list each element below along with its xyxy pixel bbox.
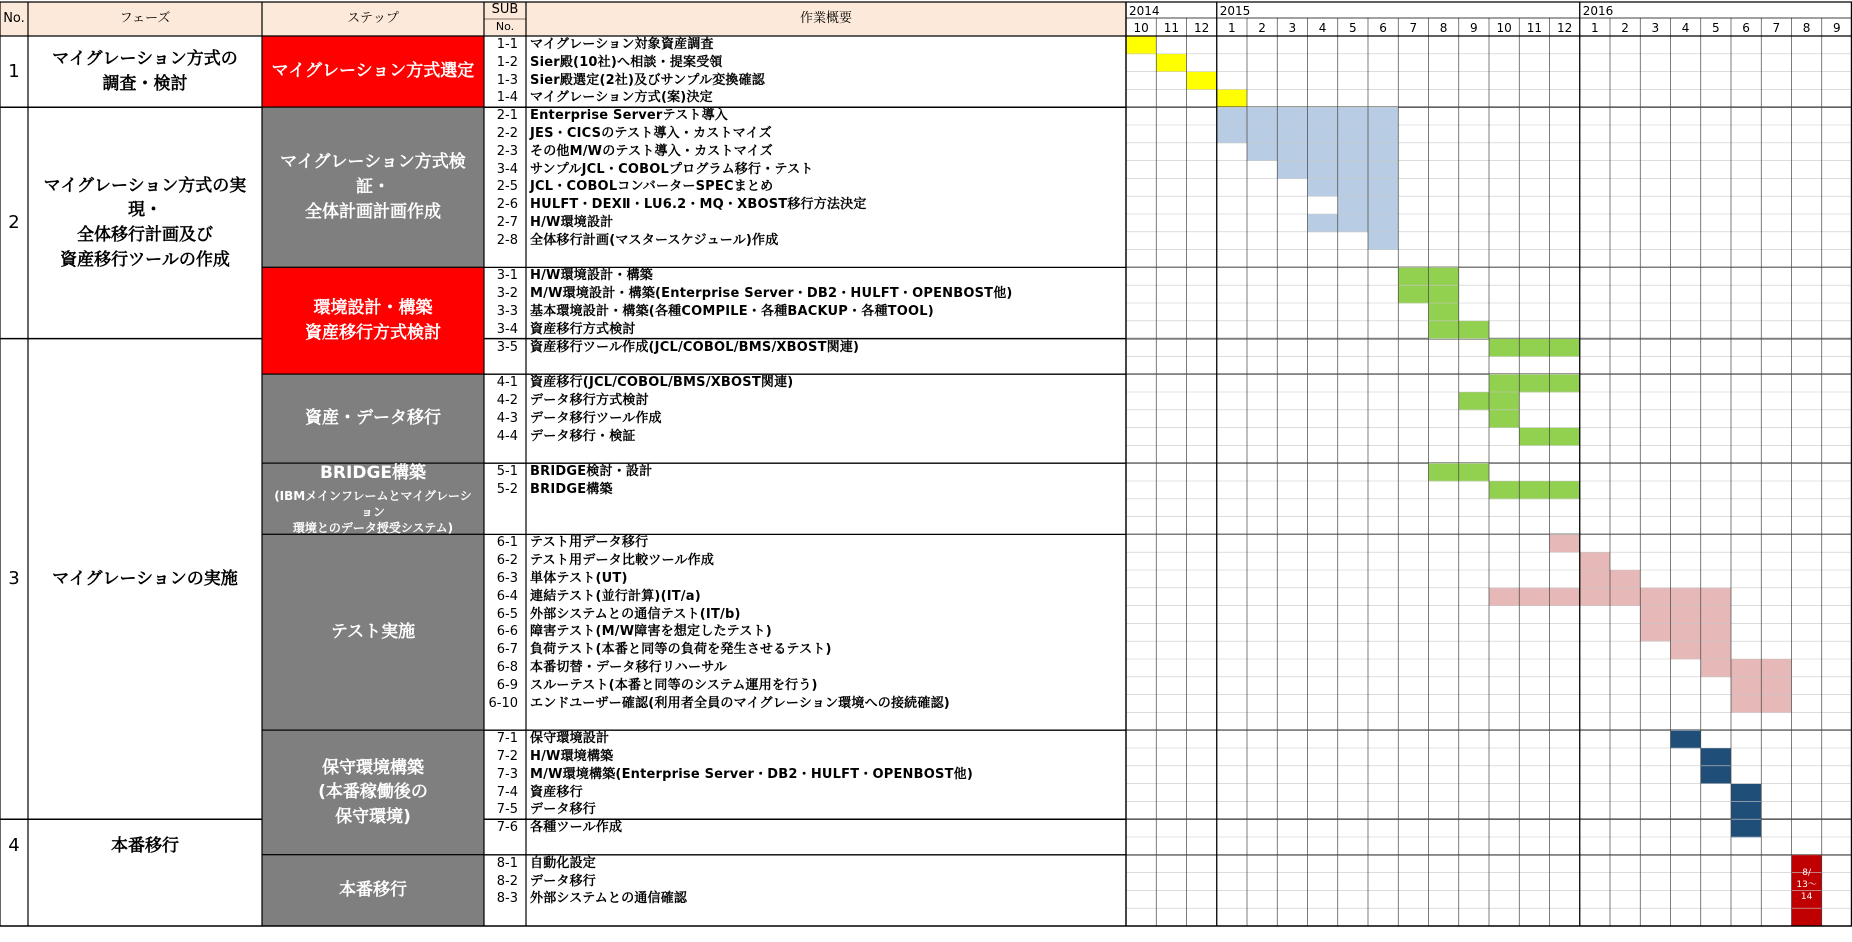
step-title: 資産・データ移行 xyxy=(305,408,441,429)
task-text: データ移行・検証 xyxy=(530,428,636,444)
task-text: 連結テスト(並行計算)(IT/a) xyxy=(530,588,701,604)
task-sub-no: 1-4 xyxy=(496,90,518,106)
task-sub-no: 2-7 xyxy=(496,215,518,230)
month-label: 12 xyxy=(1556,21,1573,35)
task-text: 資産移行方式検討 xyxy=(530,321,636,337)
task-text: M/W環境設計・構築(Enterprise Server・DB2・HULFT・OPENBOST他) xyxy=(530,286,1013,302)
month-label: 11 xyxy=(1526,21,1543,35)
month-label: 6 xyxy=(1742,21,1750,35)
task-text: JES・CICSのテスト導入・カストマイズ xyxy=(530,126,772,141)
task-sub-no: 4-4 xyxy=(496,428,518,444)
task-sub-no: 6-3 xyxy=(496,571,518,586)
task-text: 負荷テスト(本番と同等の負荷を発生させるテスト) xyxy=(530,642,832,658)
step-name xyxy=(262,374,484,463)
task-sub-no: 6-10 xyxy=(488,695,518,711)
task-sub-no: 6-8 xyxy=(496,660,518,675)
task-text: 各種ツール作成 xyxy=(530,820,623,836)
month-label: 10 xyxy=(1496,21,1512,35)
task-text: 自動化設定 xyxy=(530,855,597,871)
task-text: データ移行 xyxy=(530,802,597,818)
task-text: H/W環境設計 xyxy=(530,215,614,230)
task-text: 基本環境設計・構築(各種COMPILE・各種BACKUP・各種TOOL) xyxy=(530,304,934,319)
month-label: 4 xyxy=(1318,21,1327,35)
task-sub-no: 2-8 xyxy=(496,232,518,248)
task-text: スルーテスト(本番と同等のシステム運用を行う) xyxy=(530,677,818,693)
header-sub-2: No. xyxy=(495,20,515,34)
step-subtitle: (IBMメインフレームとマイグレーション 環境とのデータ授受システム) xyxy=(274,488,472,536)
task-sub-no: 8-2 xyxy=(496,873,518,889)
task-sub-no: 1-2 xyxy=(496,54,518,70)
task-sub-no: 7-2 xyxy=(496,749,518,764)
task-sub-no: 3-3 xyxy=(496,304,518,319)
step-name xyxy=(262,534,484,730)
step-name xyxy=(262,107,484,267)
task-text: 単体テスト(UT) xyxy=(530,571,628,586)
month-label: 2 xyxy=(1258,21,1266,35)
go-live-date-label: 8/ 13～ 14 xyxy=(1796,867,1817,902)
month-label: 1 xyxy=(1591,21,1599,35)
month-label: 4 xyxy=(1681,21,1690,35)
header-summary: 作業概要 xyxy=(799,10,852,26)
task-sub-no: 4-1 xyxy=(496,375,518,391)
month-label: 5 xyxy=(1349,21,1357,35)
task-text: Sier殿選定(2社)及びサンプル変換確認 xyxy=(530,72,766,88)
phase-number: 4 xyxy=(8,835,20,857)
phase-number: 3 xyxy=(8,568,20,590)
task-sub-no: 3-4 xyxy=(496,161,518,177)
task-sub-no: 6-5 xyxy=(496,606,518,622)
task-text: 資産移行ツール作成(JCL/COBOL/BMS/XBOST関連) xyxy=(530,339,860,355)
year-label: 2016 xyxy=(1582,4,1614,18)
month-label: 8 xyxy=(1439,21,1448,35)
step-title: マイグレーション方式検証・ 全体計画計画作成 xyxy=(280,152,466,222)
task-sub-no: 5-1 xyxy=(496,464,518,480)
step-name xyxy=(262,730,484,855)
task-sub-no: 1-1 xyxy=(496,37,518,52)
header-sub-1: SUB xyxy=(491,2,519,18)
task-text: H/W環境設計・構築 xyxy=(530,268,653,284)
task-text: データ移行 xyxy=(530,873,597,889)
header-phase: フェーズ xyxy=(119,10,171,26)
task-sub-no: 7-4 xyxy=(496,784,518,800)
step-name xyxy=(262,855,484,926)
month-label: 6 xyxy=(1379,21,1387,35)
task-text: 全体移行計画(マスタースケジュール)作成 xyxy=(530,232,779,248)
task-text: データ移行方式検討 xyxy=(530,393,649,408)
task-text: その他M/Wのテスト導入・カストマイズ xyxy=(530,143,773,159)
task-text: Sier殿(10社)へ相談・提案受領 xyxy=(530,54,723,70)
step-title: 本番移行 xyxy=(339,880,407,901)
task-text: 本番切替・データ移行リハーサル xyxy=(530,660,727,675)
task-sub-no: 3-2 xyxy=(496,286,518,302)
month-label: 9 xyxy=(1470,21,1478,35)
task-sub-no: 6-2 xyxy=(496,553,518,569)
task-sub-no: 2-3 xyxy=(496,143,518,159)
task-text: 資産移行(JCL/COBOL/BMS/XBOST関連) xyxy=(530,375,794,391)
task-text: 外部システムとの通信確認 xyxy=(530,891,688,907)
month-label: 7 xyxy=(1772,21,1781,35)
task-text: マイグレーション方式(案)決定 xyxy=(530,90,713,106)
month-label: 3 xyxy=(1288,21,1297,35)
task-sub-no: 6-4 xyxy=(496,588,518,604)
task-text: 外部システムとの通信テスト(IT/b) xyxy=(530,606,741,622)
task-sub-no: 2-6 xyxy=(496,197,518,213)
task-text: 保守環境設計 xyxy=(530,731,610,747)
header-no: No. xyxy=(3,10,25,26)
task-text: BRIDGE検討・設計 xyxy=(530,464,653,480)
phase-name: マイグレーション方式の 調査・検討 xyxy=(52,48,238,94)
task-sub-no: 6-6 xyxy=(496,624,518,640)
task-text: Enterprise Serverテスト導入 xyxy=(530,108,729,124)
task-sub-no: 3-5 xyxy=(496,339,518,355)
month-label: 3 xyxy=(1651,21,1660,35)
phase-name: マイグレーション方式の実現・ 全体移行計画及び 資産移行ツールの作成 xyxy=(43,175,247,270)
year-label: 2014 xyxy=(1129,4,1160,18)
phase-name: マイグレーションの実施 xyxy=(52,568,238,589)
year-label: 2015 xyxy=(1219,4,1251,18)
task-text: サンプルJCL・COBOLプログラム移行・テスト xyxy=(530,161,814,177)
phase-name: 本番移行 xyxy=(111,835,179,856)
task-sub-no: 2-2 xyxy=(496,126,518,141)
month-label: 2 xyxy=(1621,21,1629,35)
task-sub-no: 7-1 xyxy=(496,731,518,747)
task-text: H/W環境構築 xyxy=(530,749,614,764)
task-sub-no: 2-1 xyxy=(496,108,518,124)
task-sub-no: 6-1 xyxy=(496,535,518,551)
task-text: 障害テスト(M/W障害を想定したテスト) xyxy=(530,624,772,640)
step-name xyxy=(262,463,484,534)
step-title: マイグレーション方式選定 xyxy=(271,61,475,82)
step-name xyxy=(262,267,484,374)
step-title: 保守環境構築 (本番稼働後の 保守環境) xyxy=(318,757,428,827)
month-label: 1 xyxy=(1228,21,1236,35)
task-sub-no: 7-5 xyxy=(496,802,518,818)
task-text: エンドユーザー確認(利用者全員のマイグレーション環境への接続確認) xyxy=(530,695,950,711)
task-text: M/W環境構築(Enterprise Server・DB2・HULFT・OPENBOST他) xyxy=(530,766,973,782)
month-label: 8 xyxy=(1802,21,1811,35)
task-text: テスト用データ移行 xyxy=(530,535,649,551)
task-sub-no: 2-5 xyxy=(496,179,518,195)
header-step: ステップ xyxy=(347,10,399,26)
task-sub-no: 8-3 xyxy=(496,891,518,907)
phase-number: 2 xyxy=(8,212,20,234)
task-sub-no: 8-1 xyxy=(496,855,518,871)
task-sub-no: 4-2 xyxy=(496,393,518,408)
task-text: JCL・COBOLコンバーターSPECまとめ xyxy=(530,179,774,195)
task-sub-no: 3-1 xyxy=(496,268,518,284)
step-name xyxy=(262,36,484,107)
task-sub-no: 6-7 xyxy=(496,642,518,658)
task-sub-no: 4-3 xyxy=(496,410,518,426)
task-sub-no: 7-6 xyxy=(496,820,518,836)
task-sub-no: 7-3 xyxy=(496,766,518,782)
month-label: 9 xyxy=(1833,21,1841,35)
task-text: マイグレーション対象資産調査 xyxy=(530,37,714,52)
month-label: 5 xyxy=(1712,21,1720,35)
task-sub-no: 5-2 xyxy=(496,482,518,497)
task-sub-no: 6-9 xyxy=(496,677,518,693)
step-title: テスト実施 xyxy=(330,621,416,642)
step-title: 環境設計・構築 資産移行方式検討 xyxy=(305,298,441,343)
task-text: テスト用データ比較ツール作成 xyxy=(530,553,715,569)
task-text: BRIDGE構築 xyxy=(530,482,613,497)
month-label: 10 xyxy=(1133,21,1149,35)
task-text: 資産移行 xyxy=(530,784,583,800)
step-title: BRIDGE構築 xyxy=(319,463,427,484)
task-sub-no: 3-4 xyxy=(496,321,518,337)
task-sub-no: 1-3 xyxy=(496,72,518,88)
task-text: HULFT・DEXⅡ・LU6.2・MQ・XBOST移行方法決定 xyxy=(530,197,867,213)
phase-number: 1 xyxy=(8,61,20,83)
task-text: データ移行ツール作成 xyxy=(530,410,662,426)
month-label: 12 xyxy=(1193,21,1210,35)
month-label: 7 xyxy=(1409,21,1418,35)
month-label: 11 xyxy=(1163,21,1180,35)
